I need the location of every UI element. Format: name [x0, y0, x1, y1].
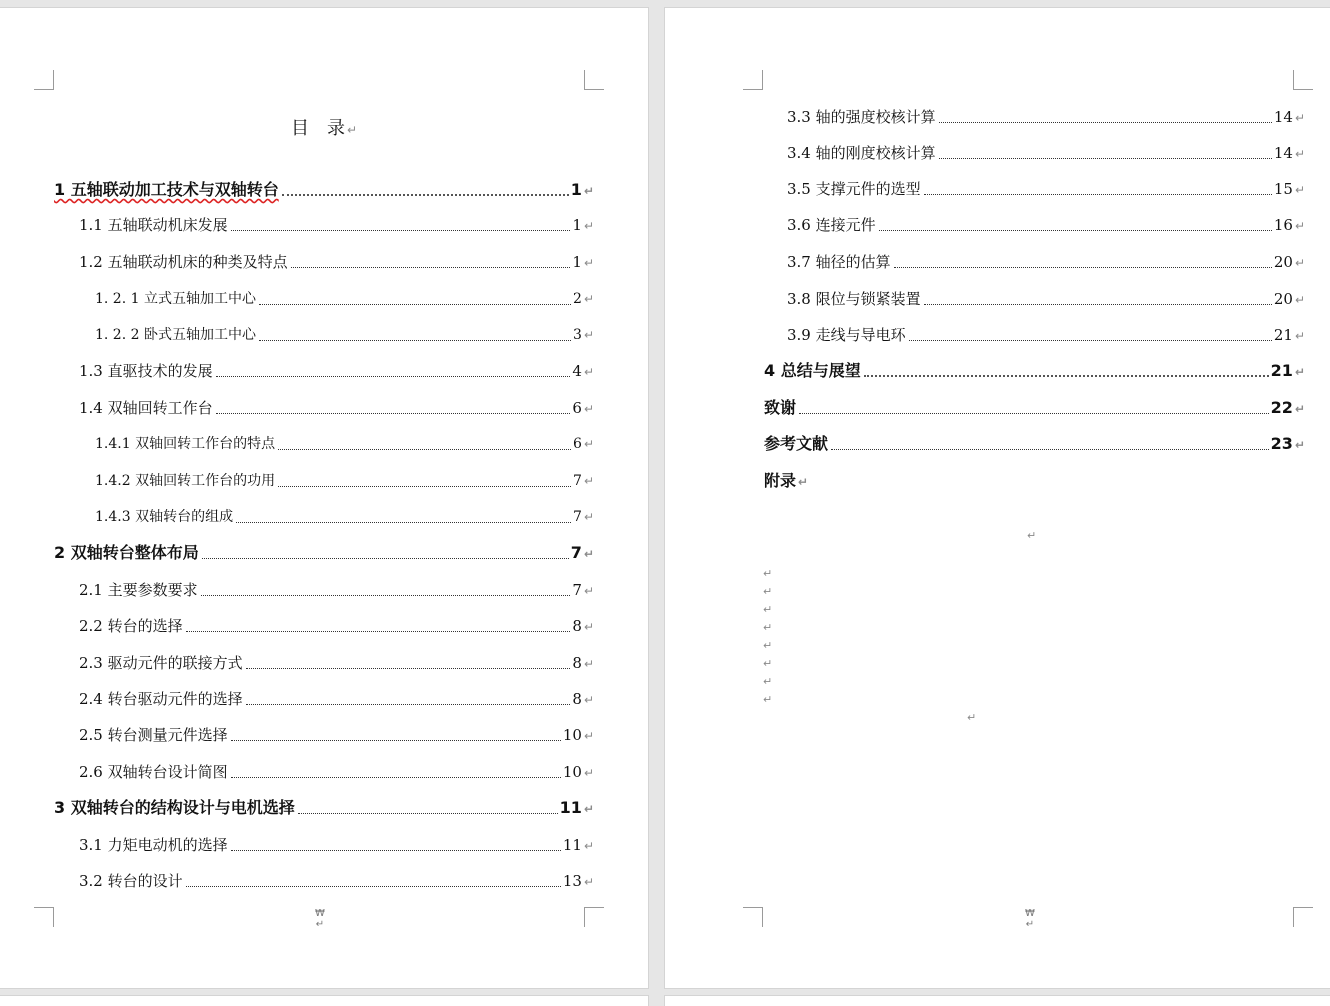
toc-leader-dots — [298, 812, 558, 814]
toc-leader-dots — [879, 229, 1272, 231]
toc-entry-text: 附录 — [764, 471, 797, 490]
toc-entry[interactable] — [787, 214, 1305, 236]
toc-page-number: 7 — [573, 509, 582, 525]
paragraph-mark: ↵ — [583, 620, 594, 634]
toc-entry-text: 1.1 五轴联动机床发展 — [79, 216, 228, 234]
toc-page-number: 10 — [562, 726, 582, 744]
toc-page-number: 10 — [562, 763, 582, 781]
margin-corner-top-left — [34, 70, 54, 90]
toc-page-number: 1 — [572, 216, 582, 234]
margin-corner-bottom-right — [584, 907, 604, 927]
paragraph-mark: ↵ — [1294, 219, 1305, 233]
paragraph-mark: ↵ — [1294, 402, 1305, 416]
toc-page-number: 11 — [559, 798, 582, 817]
paragraph-mark: ↵ — [1294, 183, 1305, 197]
toc-page-number: 13 — [562, 872, 582, 890]
paragraph-mark: ↵ — [583, 474, 594, 488]
toc-page-number: 6 — [573, 436, 582, 452]
paragraph-mark: ↵ — [346, 123, 358, 137]
toc-leader-dots — [924, 303, 1272, 305]
toc-page-number: 8 — [572, 690, 582, 708]
toc-page-number: 21 — [1270, 361, 1293, 380]
toc-entry[interactable] — [79, 615, 594, 637]
paragraph-mark: ↵ — [583, 437, 594, 451]
toc-entry[interactable] — [787, 106, 1305, 128]
toc-leader-dots — [799, 412, 1269, 414]
toc-page-number: 8 — [572, 617, 582, 635]
paragraph-mark: ↵ — [583, 328, 594, 342]
toc-leader-dots — [231, 229, 571, 231]
toc-entry[interactable] — [79, 870, 594, 892]
toc-entry[interactable] — [79, 688, 594, 710]
toc-entry[interactable] — [95, 470, 594, 492]
toc-entry-text: 1 五轴联动加工技术与双轴转台 — [54, 180, 279, 199]
toc-leader-dots — [282, 193, 569, 196]
toc-entry[interactable] — [79, 360, 594, 382]
toc-entry[interactable] — [54, 179, 594, 201]
toc-entry[interactable] — [79, 397, 594, 419]
toc-entry-text: 3.1 力矩电动机的选择 — [79, 836, 228, 854]
toc-entry[interactable] — [79, 579, 594, 601]
toc-leader-dots — [939, 157, 1272, 159]
toc-leader-dots — [909, 339, 1272, 341]
toc-page-number: 7 — [572, 581, 582, 599]
margin-corner-top-right — [1293, 70, 1313, 90]
paragraph-mark: ↵ — [763, 657, 773, 670]
paragraph-mark: ↵ — [763, 621, 773, 634]
toc-entry[interactable] — [54, 542, 594, 564]
paragraph-mark: ↵ — [583, 802, 594, 816]
paragraph-mark: ↵ — [798, 475, 809, 489]
toc-leader-dots — [201, 594, 571, 596]
toc-entry-text: 3.5 支撑元件的选型 — [787, 180, 921, 198]
toc-leader-dots — [894, 266, 1272, 268]
toc-entry-text: 1.3 直驱技术的发展 — [79, 362, 213, 380]
toc-leader-dots — [231, 739, 561, 741]
footer-mark-glyph: ₩ — [1025, 908, 1035, 919]
toc-leader-dots — [924, 193, 1272, 195]
toc-leader-dots — [278, 448, 571, 450]
toc-leader-dots — [246, 667, 571, 669]
paragraph-mark: ↵ — [583, 766, 594, 780]
toc-entry-text: 3.3 轴的强度校核计算 — [787, 108, 936, 126]
toc-leader-dots — [236, 521, 571, 523]
toc-page-number: 21 — [1273, 326, 1293, 344]
next-page-edge-left — [0, 996, 648, 1006]
toc-entry-text: 2 双轴转台整体布局 — [54, 543, 199, 562]
paragraph-mark: ↵ — [583, 510, 594, 524]
paragraph-mark: ↵ — [1294, 438, 1305, 452]
toc-page-number: 2 — [573, 291, 582, 307]
toc-leader-dots — [864, 374, 1269, 377]
toc-page-number: 1 — [572, 253, 582, 271]
toc-page-number: 6 — [572, 399, 582, 417]
toc-entry-text: 2.3 驱动元件的联接方式 — [79, 654, 243, 672]
toc-entry[interactable] — [79, 834, 594, 856]
toc-entry-text: 2.2 转台的选择 — [79, 617, 183, 635]
toc-leader-dots — [231, 776, 561, 778]
paragraph-mark: ↵ — [763, 585, 773, 598]
toc-entry[interactable] — [764, 433, 1305, 455]
toc-entry-text: 1.2 五轴联动机床的种类及特点 — [79, 253, 288, 271]
toc-page-number: 22 — [1270, 398, 1293, 417]
paragraph-mark: ↵ — [583, 657, 594, 671]
toc-entry[interactable] — [764, 470, 1305, 492]
paragraph-mark: ↵ — [583, 693, 594, 707]
footer-mark-glyph: ₩ — [315, 908, 325, 919]
toc-leader-dots — [278, 485, 571, 487]
paragraph-mark: ↵ — [583, 547, 594, 561]
paragraph-mark: ↵ — [583, 292, 594, 306]
toc-entry-text: 3.9 走线与导电环 — [787, 326, 906, 344]
paragraph-mark: ↵ — [763, 603, 773, 616]
paragraph-mark: ↵ — [583, 402, 594, 416]
paragraph-mark: ↵ — [583, 365, 594, 379]
toc-entry[interactable] — [764, 397, 1305, 419]
toc-entry-text: 3.2 转台的设计 — [79, 872, 183, 890]
paragraph-mark: ↵ — [1294, 256, 1305, 270]
toc-leader-dots — [259, 339, 571, 341]
toc-entry-text: 参考文献 — [764, 434, 829, 453]
toc-entry[interactable] — [787, 288, 1305, 310]
toc-leader-dots — [231, 849, 561, 851]
paragraph-mark: ↵ — [1294, 293, 1305, 307]
toc-entry-text: 3.4 轴的刚度校核计算 — [787, 144, 936, 162]
toc-page-number: 23 — [1270, 434, 1293, 453]
toc-entry-text: 3 双轴转台的结构设计与电机选择 — [54, 798, 295, 817]
toc-title-text: 目 录 — [290, 118, 345, 139]
next-page-edge-right — [665, 996, 1330, 1006]
toc-page-number: 14 — [1273, 108, 1293, 126]
footer-mark — [310, 908, 330, 930]
toc-page-number: 14 — [1273, 144, 1293, 162]
toc-entry[interactable] — [95, 288, 594, 310]
paragraph-mark: ↵ — [1294, 329, 1305, 343]
toc-entry[interactable] — [79, 214, 594, 236]
toc-entry-text: 2.6 双轴转台设计简图 — [79, 763, 228, 781]
margin-corner-bottom-left — [34, 907, 54, 927]
toc-entry-text: 3.8 限位与锁紧装置 — [787, 290, 921, 308]
margin-corner-bottom-left — [743, 907, 763, 927]
paragraph-mark: ↵ — [583, 256, 594, 270]
toc-title — [0, 114, 648, 140]
toc-entry-text: 1.4.2 双轴回转工作台的功用 — [95, 473, 276, 489]
toc-entry-text: 1.4.3 双轴转台的组成 — [95, 509, 234, 525]
margin-corner-bottom-right — [1293, 907, 1313, 927]
toc-page-number: 20 — [1273, 253, 1293, 271]
paragraph-mark: ↵ — [1294, 147, 1305, 161]
toc-entry-text: 2.5 转台测量元件选择 — [79, 726, 228, 744]
toc-entry[interactable] — [787, 142, 1305, 164]
paragraph-mark: ↵ — [1294, 365, 1305, 379]
toc-entry[interactable] — [79, 251, 594, 273]
toc-entry-text: 1.4 双轴回转工作台 — [79, 399, 213, 417]
paragraph-mark: ↵ — [583, 219, 594, 233]
toc-entry[interactable] — [95, 324, 594, 346]
toc-entry[interactable] — [79, 652, 594, 674]
toc-page-number: 4 — [572, 362, 582, 380]
toc-leader-dots — [186, 630, 571, 632]
toc-entry[interactable] — [764, 360, 1305, 382]
toc-leader-dots — [202, 557, 569, 559]
toc-entry-text: 3.6 连接元件 — [787, 216, 876, 234]
paragraph-mark: ↵ — [583, 875, 594, 889]
toc-leader-dots — [216, 412, 571, 414]
paragraph-mark: ↵ — [1025, 919, 1035, 930]
paragraph-mark: ↵ — [763, 639, 773, 652]
toc-page-number: 7 — [570, 543, 582, 562]
toc-leader-dots — [186, 885, 561, 887]
paragraph-mark: ↵ — [763, 675, 773, 688]
toc-page-number: 20 — [1273, 290, 1293, 308]
toc-page-number: 1 — [570, 180, 582, 199]
paragraph-mark: ↵ — [583, 839, 594, 853]
toc-entry[interactable] — [79, 724, 594, 746]
paragraph-mark: ↵ — [315, 919, 325, 930]
toc-entry-text: 3.7 轴径的估算 — [787, 253, 891, 271]
toc-leader-dots — [246, 703, 571, 705]
toc-entry-text: 2.4 转台驱动元件的选择 — [79, 690, 243, 708]
toc-leader-dots — [939, 121, 1272, 123]
toc-entry[interactable] — [79, 761, 594, 783]
toc-leader-dots — [216, 375, 571, 377]
toc-page-number: 3 — [573, 327, 582, 343]
footer-mark — [1020, 908, 1040, 930]
toc-entry-text: 致谢 — [764, 398, 797, 417]
document-page-right[interactable] — [665, 8, 1330, 988]
toc-entry[interactable] — [95, 433, 594, 455]
toc-leader-dots — [291, 266, 571, 268]
toc-entry-text: 1.4.1 双轴回转工作台的特点 — [95, 436, 276, 452]
toc-page-number: 15 — [1273, 180, 1293, 198]
toc-entry[interactable] — [787, 251, 1305, 273]
toc-leader-dots — [259, 303, 571, 305]
toc-entry-text: 2.1 主要参数要求 — [79, 581, 198, 599]
toc-entry[interactable] — [787, 324, 1305, 346]
toc-page-number: 16 — [1273, 216, 1293, 234]
toc-entry[interactable] — [787, 178, 1305, 200]
paragraph-mark: ↵ — [1294, 111, 1305, 125]
toc-entry-text: 1. 2. 2 卧式五轴加工中心 — [95, 327, 256, 343]
toc-entry-text: 4 总结与展望 — [764, 361, 861, 380]
paragraph-mark: ↵ — [583, 184, 594, 198]
paragraph-mark: ↵ — [583, 584, 594, 598]
paragraph-mark: ↵ — [763, 693, 773, 706]
paragraph-mark: ↵ — [967, 711, 977, 724]
toc-page-number: 11 — [562, 836, 582, 854]
toc-entry[interactable] — [95, 506, 594, 528]
toc-page-number: 8 — [572, 654, 582, 672]
paragraph-mark: ↵ — [1027, 529, 1037, 542]
margin-corner-top-right — [584, 70, 604, 90]
paragraph-mark: ↵ — [763, 567, 773, 580]
document-page-left[interactable] — [0, 8, 648, 988]
margin-corner-top-left — [743, 70, 763, 90]
toc-page-number: 7 — [573, 473, 582, 489]
paragraph-mark: ↵ — [583, 729, 594, 743]
toc-entry[interactable] — [54, 797, 594, 819]
toc-leader-dots — [831, 448, 1269, 450]
toc-entry-text: 1. 2. 1 立式五轴加工中心 — [95, 291, 256, 307]
